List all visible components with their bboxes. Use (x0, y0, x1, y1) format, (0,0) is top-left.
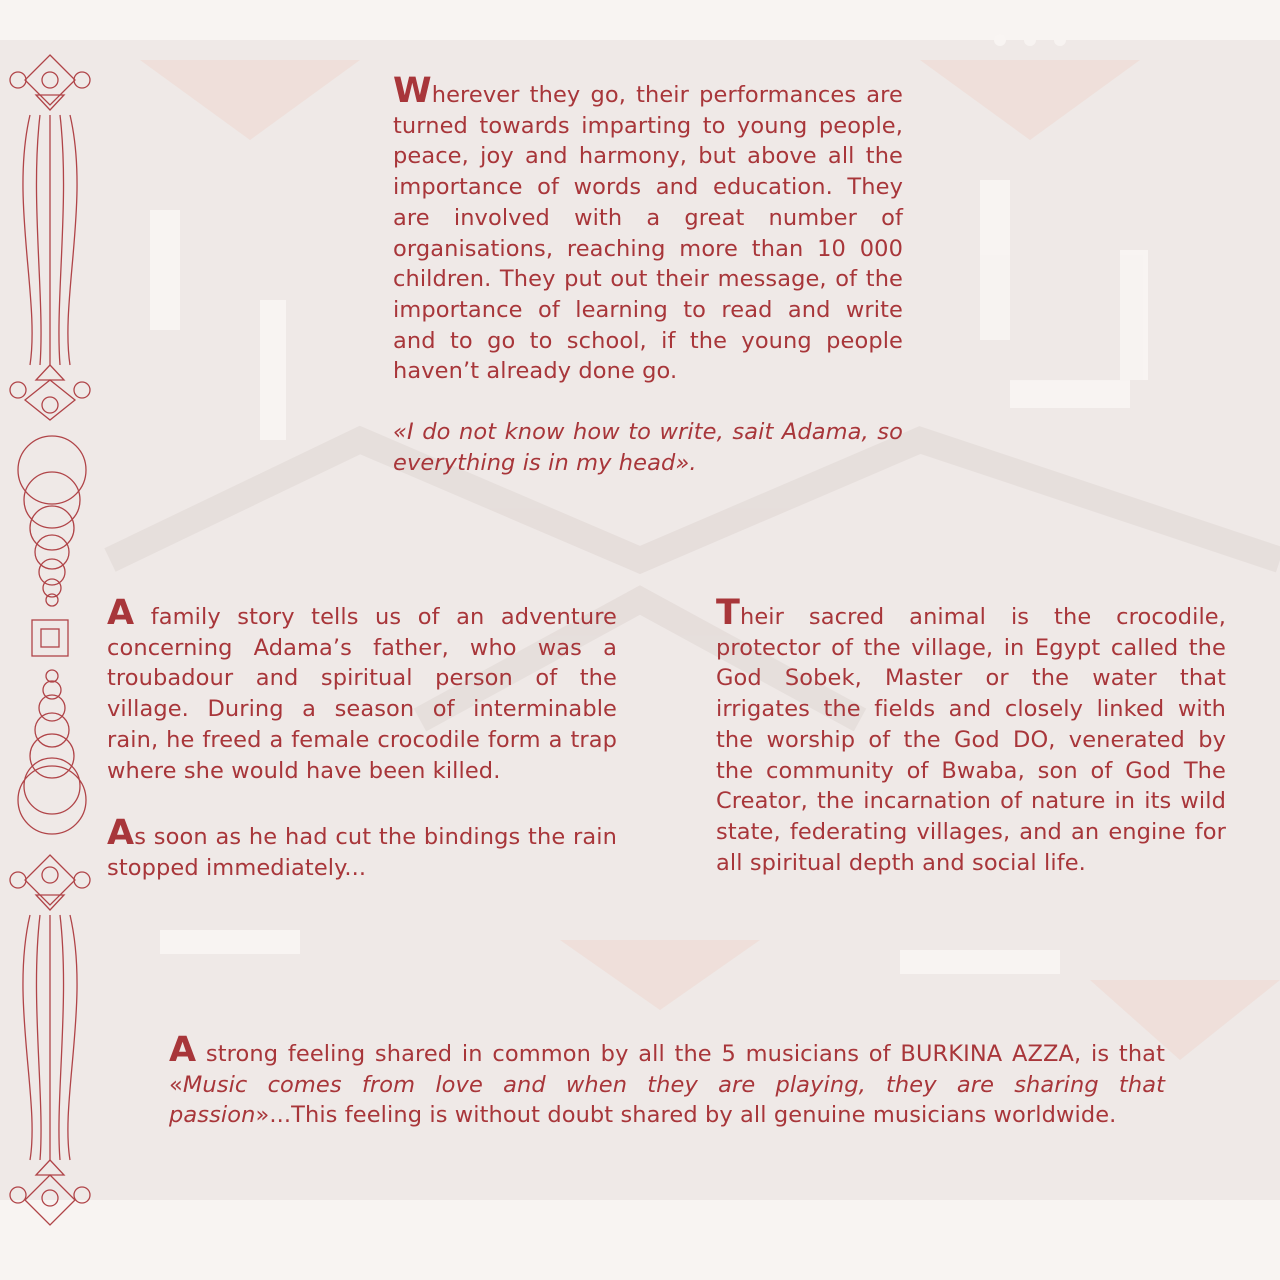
music-quote: Music comes from love and when they are playing, they are sharing that passion (169, 1071, 1165, 1129)
shared-feeling-paragraph (169, 1030, 1165, 1131)
drop-cap: A (169, 1030, 197, 1070)
decorative-border-ornament (0, 0, 110, 1280)
left-text-block (107, 593, 617, 884)
adama-quote: «I do not know how to write, sait Adama, so everything is in my head». (393, 419, 903, 476)
family-story-paragraph (107, 593, 617, 786)
paragraph-text: herever they go, their performances are turned towards imparting to young people, peace, joy and harmony, but above all the importance of words and education. They are involved with a great number of organisations, reaching more than 10 000 children. They put out their message, of the importance of learning to read and write and to go to school, if the young people haven’t already done go. (393, 82, 903, 385)
drop-cap: T (716, 593, 740, 633)
paragraph-text-end: »...This feeling is without doubt shared by all genuine musicians worldwide. (255, 1102, 1117, 1129)
drop-cap: A (107, 593, 135, 633)
rain-stopped-paragraph (107, 813, 617, 883)
paragraph-text: family story tells us of an adventure concerning Adama’s father, who was a troubadour and spiritual person of the village. During a season of interminable rain, he freed a female crocodile form a trap where she would have been killed. (107, 604, 617, 784)
right-text-block (716, 593, 1226, 878)
intro-paragraph (393, 71, 903, 387)
top-text-block (393, 71, 903, 478)
drop-cap: A (107, 813, 135, 854)
drop-cap: W (393, 71, 432, 111)
paragraph-text: strong feeling shared in common by all the 5 musicians of BURKINA AZZA, is that « (169, 1041, 1165, 1098)
sacred-animal-paragraph (716, 593, 1226, 878)
paragraph-text: heir sacred animal is the crocodile, protector of the village, in Egypt called the God Sobek, Master or the water that irrigates the fields and closely linked with the worship of the God DO, venerated by the community of Bwaba, son of God The Creator, the incarnation of nature in its wild state, federating villages, and an engine for all spiritual depth and social life. (716, 604, 1226, 876)
paragraph-text: s soon as he had cut the bindings the rain stopped immediately... (107, 824, 617, 881)
bottom-text-block (169, 1030, 1165, 1131)
